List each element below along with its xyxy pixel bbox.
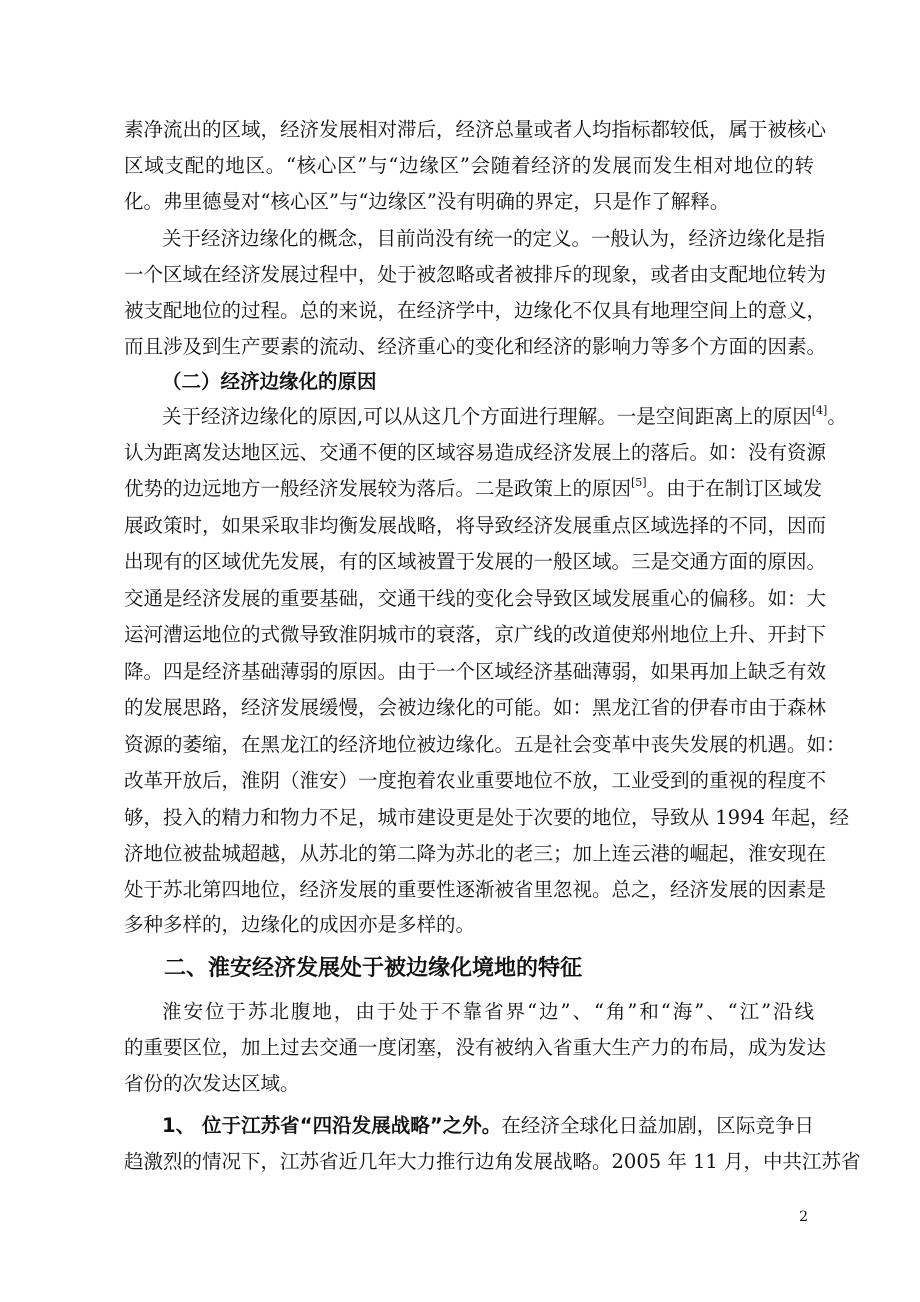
text-segment: 在经济全球化日益加剧，区际竞争日: [501, 1114, 814, 1137]
text-line: 关于经济边缘化的概念，目前尚没有统一的定义。一般认为，经济边缘化是指: [162, 227, 826, 250]
text-line: 降。四是经济基础薄弱的原因。由于一个区域经济基础薄弱，如果再加上缺乏有效: [124, 660, 827, 683]
text-line: 淮安位于苏北腹地，由于处于不靠省界“边”、“角”和“海”、“江”沿线: [162, 1000, 814, 1023]
text-line: 资源的萎缩，在黑龙江的经济地位被边缘化。五是社会变革中丧失发展的机遇。如：: [124, 733, 846, 756]
text-line: 出现有的区域优先发展，有的区域被置于发展的一般区域。三是交通方面的原因。: [124, 550, 827, 573]
text-line: [162, 1114, 814, 1138]
text-line: 改革开放后，淮阴（淮安）一度抱着农业重要地位不放，工业受到的重视的程度不: [124, 769, 827, 792]
text-line: 省份的次发达区域。: [124, 1072, 300, 1095]
text-line: 够，投入的精力和物力不足，城市建设更是处于次要的地位，导致从 1994 年起，经: [124, 806, 850, 829]
text-line: 一个区域在经济发展过程中，处于被忽略或者被排斥的现象，或者由支配地位转为: [124, 263, 827, 286]
page-number: 2: [799, 1209, 808, 1225]
text-line: 的发展思路，经济发展缓慢，会被边缘化的可能。如：黑龙江省的伊春市由于森林: [124, 696, 827, 719]
citation-ref: [5]: [631, 476, 647, 489]
text-line: 展政策时，如果采取非均衡发展战略，将导致经济发展重点区域选择的不同，因而: [124, 514, 827, 537]
citation-ref: [4]: [811, 404, 828, 417]
text-line: 被支配地位的过程。总的来说，在经济学中，边缘化不仅具有地理空间上的意义，: [124, 299, 827, 322]
text-line: 化。弗里德曼对“核心区”与“边缘区”没有明确的界定，只是作了解释。: [124, 190, 730, 213]
text-line: 交通是经济发展的重要基础，交通干线的变化会导致区域发展重心的偏移。如：大: [124, 587, 827, 610]
text-line: 的重要区位，加上过去交通一度闭塞，没有被纳入省重大生产力的布局，成为发达: [124, 1036, 827, 1059]
text-segment: 关于经济边缘化的原因,可以从这几个方面进行理解。一是空间距离上的原因: [162, 405, 812, 428]
text-line: 而且涉及到生产要素的流动、经济重心的变化和经济的影响力等多个方面的因素。: [124, 335, 827, 358]
text-line: 区域支配的地区。“核心区”与“边缘区”会随着经济的发展而发生相对地位的转: [124, 154, 814, 177]
text-segment: 优势的边远地方一般经济发展较为落后。二是政策上的原因: [124, 477, 632, 500]
text-line: 素净流出的区域，经济发展相对滞后，经济总量或者人均指标都较低，属于被核心: [124, 118, 827, 141]
text-line: 认为距离发达地区远、交通不便的区域容易造成经济发展上的落后。如：没有资源: [124, 441, 827, 464]
text-line: 趋激烈的情况下，江苏省近几年大力推行边角发展战略。2005 年 11 月，中共江苏省: [124, 1150, 861, 1173]
chapter-heading: 二、淮安经济发展处于被边缘化境地的特征: [164, 956, 583, 981]
text-line: [162, 404, 847, 429]
text-segment: 。: [827, 405, 847, 428]
text-line: 多种多样的，边缘化的成因亦是多样的。: [124, 913, 476, 936]
text-line: 运河漕运地位的式微导致淮阴城市的衰落，京广线的改道使郑州地位上升、开封下: [124, 623, 827, 646]
section-heading: （二）经济边缘化的原因: [162, 370, 377, 393]
text-line: [124, 476, 823, 501]
text-line: 处于苏北第四地位，经济发展的重要性逐渐被省里忽视。总之，经济发展的因素是: [124, 878, 827, 901]
text-line: 济地位被盐城超越，从苏北的第二降为苏北的老三；加上连云港的崛起，淮安现在: [124, 842, 827, 865]
bold-lead: 1、 位于江苏省“四沿发展战略”之外。: [162, 1114, 502, 1137]
text-segment: 。由于在制订区域发: [646, 477, 823, 500]
